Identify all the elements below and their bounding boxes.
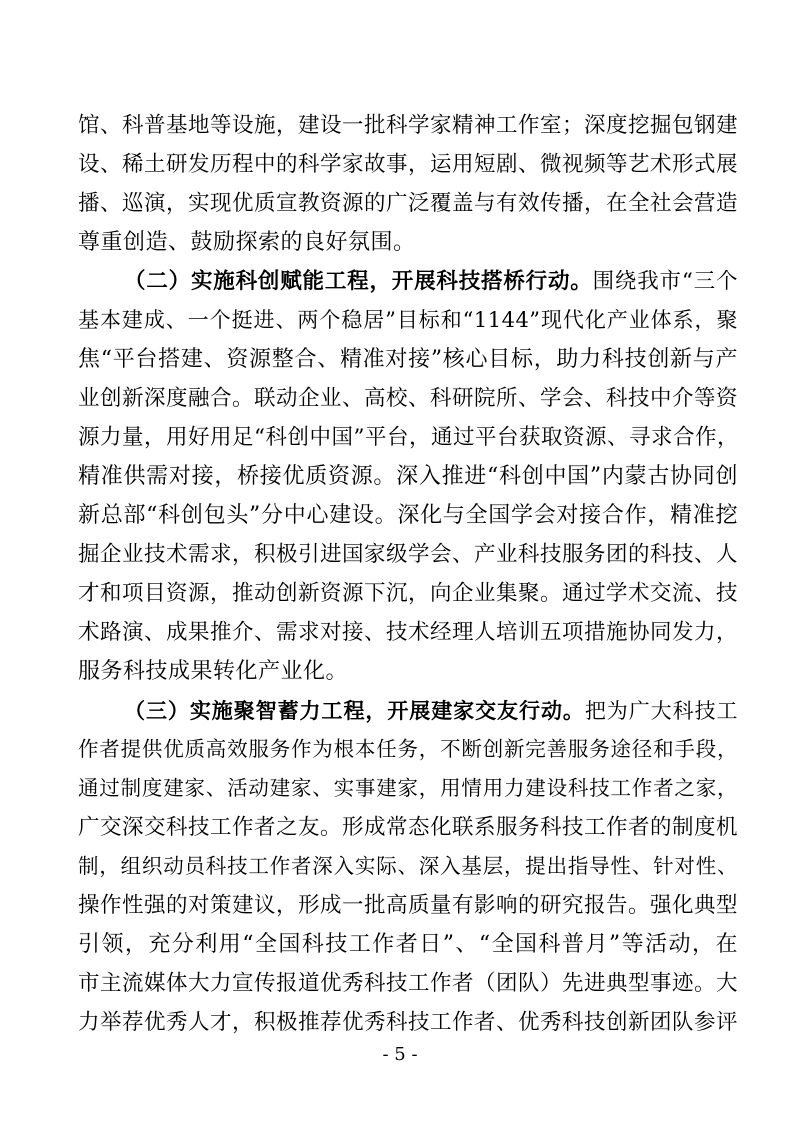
body-text-line: 源力量，用好用足“科创中国”平台，通过平台获取资源、寻求合作， — [78, 425, 739, 450]
body-text-line: 业创新深度融合。联动企业、高校、科研院所、学会、科技中介等资 — [78, 386, 739, 411]
body-text-line: 引领，充分利用“全国科技工作者日”、“全国科普月”等活动，在 — [78, 932, 738, 957]
body-text-line: 作者提供优质高效服务作为根本任务，不断创新完善服务途径和手段， — [78, 737, 738, 761]
page-number: - 5 - — [382, 1044, 418, 1065]
body-text-line: 新总部“科创包头”分中心建设。深化与全国学会对接合作，精准挖 — [78, 503, 738, 528]
body-text-fragment: 围绕我市“三个 — [592, 269, 738, 294]
section-first-line — [124, 691, 738, 730]
body-text-line: 操作性强的对策建议，形成一批高质量有影响的研究报告。强化典型 — [78, 893, 739, 918]
body-text-line: 服务科技成果转化产业化。 — [78, 659, 349, 684]
section-heading: （三）实施聚智蓄力工程，开展建家交友行动。 — [124, 698, 585, 723]
section-first-line — [124, 262, 738, 301]
body-text-line: 掘企业技术需求，积极引进国家级学会、产业科技服务团的科技、人 — [78, 542, 739, 567]
body-text-fragment: 把为广大科技工 — [584, 699, 739, 723]
body-text-line: 力举荐优秀人才，积极推荐优秀科技工作者、优秀科技创新团队参评 — [78, 1010, 739, 1035]
body-text-line: 术路演、成果推介、需求对接、技术经理人培训五项措施协同发力， — [78, 620, 739, 645]
body-text-line: 焦“平台搭建、资源整合、精准对接”核心目标，助力科技创新与产 — [78, 347, 738, 372]
body-text-line: 馆、科普基地等设施，建设一批科学家精神工作室；深度挖掘包钢建 — [78, 113, 739, 138]
body-text-line: 基本建成、一个挺进、两个稳居”目标和“1144”现代化产业体系，聚 — [78, 308, 738, 332]
body-text-line: 制，组织动员科技工作者深入实际、深入基层，提出指导性、针对性、 — [78, 854, 738, 878]
body-text-line: 市主流媒体大力宣传报道优秀科技工作者（团队）先进典型事迹。大 — [78, 971, 739, 996]
body-text-line: 精准供需对接，桥接优质资源。深入推进“科创中国”内蒙古协同创 — [78, 464, 738, 489]
body-text-line: 广交深交科技工作者之友。形成常态化联系服务科技工作者的制度机 — [78, 815, 739, 840]
body-text-line: 设、稀土研发历程中的科学家故事，运用短剧、微视频等艺术形式展 — [78, 152, 739, 177]
body-text-line: 尊重创造、鼓励探索的良好氛围。 — [78, 230, 416, 255]
body-text-line: 通过制度建家、活动建家、实事建家，用情用力建设科技工作者之家， — [78, 776, 738, 800]
section-heading: （二）实施科创赋能工程，开展科技搭桥行动。 — [124, 269, 593, 294]
body-text-line: 播、巡演，实现优质宣教资源的广泛覆盖与有效传播，在全社会营造 — [78, 191, 739, 216]
body-text-line: 才和项目资源，推动创新资源下沉，向企业集聚。通过学术交流、技 — [78, 581, 739, 606]
